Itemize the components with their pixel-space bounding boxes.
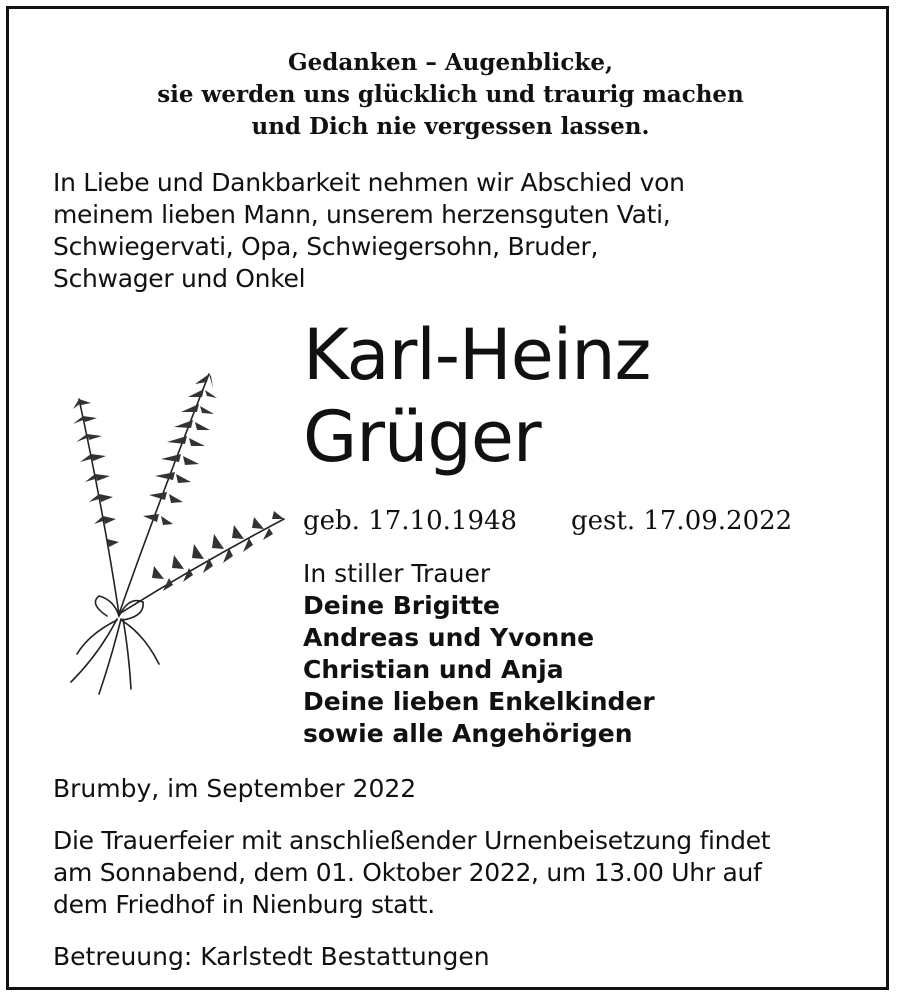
undertaker: Betreuung: Karlstedt Bestattungen — [53, 942, 490, 971]
death-date: gest. 17.09.2022 — [571, 506, 793, 536]
mourners-heading: In stiller Trauer — [303, 559, 491, 588]
place-date: Brumby, im September 2022 — [53, 774, 417, 803]
funeral-line: am Sonnabend, dem 01. Oktober 2022, um 13.00 Uhr auf — [53, 858, 762, 887]
funeral-info — [53, 825, 883, 921]
intro-line: Schwager und Onkel — [53, 264, 306, 293]
mourner-entry: Deine lieben Enkelkinder — [303, 687, 655, 716]
mourner-entry: sowie alle Angehörigen — [303, 719, 633, 748]
intro-line: In Liebe und Dankbarkeit nehmen wir Abschied von — [53, 168, 685, 197]
deceased-first-name: Karl-Heinz — [303, 314, 651, 396]
poem-line: Gedanken – Augenblicke, — [288, 49, 613, 76]
life-dates — [303, 504, 843, 538]
poem-line: sie werden uns glücklich und traurig machen — [157, 81, 744, 108]
deceased-name — [303, 314, 863, 478]
intro-line: Schwiegervati, Opa, Schwiegersohn, Bruder, — [53, 232, 599, 261]
intro-text — [53, 167, 853, 295]
fern-bouquet-icon — [59, 364, 299, 704]
funeral-line: dem Friedhof in Nienburg statt. — [53, 890, 435, 919]
intro-line: meinem lieben Mann, unserem herzensguten Vati, — [53, 200, 671, 229]
birth-date: geb. 17.10.1948 — [303, 506, 518, 536]
mourner-entry: Christian und Anja — [303, 655, 564, 684]
funeral-line: Die Trauerfeier mit anschließender Urnenbeisetzung findet — [53, 826, 771, 855]
obituary-card — [6, 6, 889, 990]
mourner-entry: Deine Brigitte — [303, 591, 501, 620]
deceased-last-name: Grüger — [303, 396, 541, 478]
mourners-list — [303, 558, 843, 750]
mourner-entry: Andreas und Yvonne — [303, 623, 595, 652]
memorial-poem — [9, 47, 892, 143]
poem-line: und Dich nie vergessen lassen. — [251, 113, 650, 140]
